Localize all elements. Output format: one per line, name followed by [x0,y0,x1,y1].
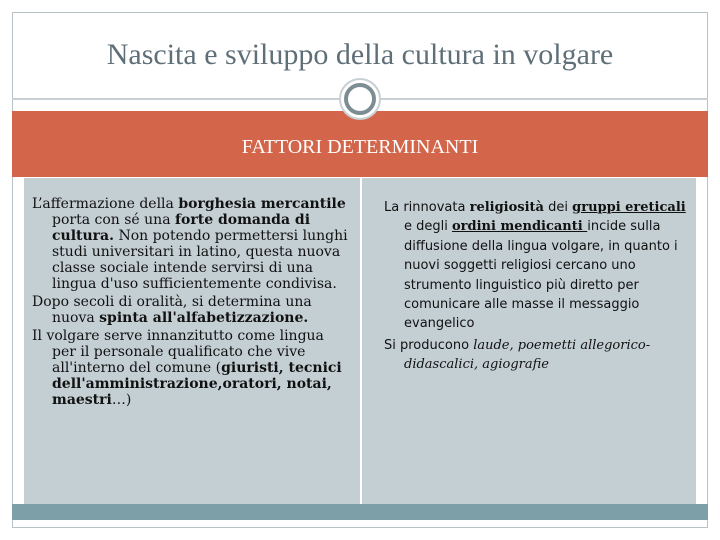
left-paragraph-1 [32,196,352,292]
text: Il volgare serve innanzitutto come lingua per il personale qualificato che vive all'interno del comune ( [32,328,324,376]
text: porta con sé una [52,212,175,228]
circle-icon [344,83,376,115]
text: Dopo secoli di oralità, si determina una nuova [32,294,312,326]
text: incide sulla diffusione della lingua volgare, in quanto i nuovi soggetti religiosi cercano uno strumento linguistico più diretto per comunicare alle masse il messaggio evangelico [404,219,678,332]
text: e degli [404,219,452,235]
left-paragraph-3 [32,328,352,408]
slide-title: Nascita e sviluppo della cultura in volgare [106,38,614,71]
text: …) [111,392,132,408]
text-italic: laude, poemetti allegorico-didascalici, agiografie [404,337,651,373]
banner-title: FATTORI DETERMINANTI [241,136,479,158]
text: Si producono [384,337,474,353]
text: dei [543,200,573,215]
text-bold: borghesia mercantile [178,196,346,212]
text: Non potendo permettersi lunghi studi universitari in latino, questa nuova classe sociale intende servirsi di una lingua d'uso sufficientemente condivisa. [52,228,348,292]
text-bold: spinta all'alfabetizzazione. [99,310,309,326]
text: L’affermazione della [32,196,179,212]
right-content [384,196,694,375]
footer-bar [12,504,708,520]
text: La rinnovata [384,200,470,215]
left-paragraph-2 [32,294,352,326]
text-bold-underline: ordini mendicanti [452,219,588,235]
text-bold: giuristi, tecnici dell'amministrazione,oratori, notai, maestri [52,360,342,408]
left-content [32,196,352,408]
right-paragraph-1 [384,198,694,334]
right-paragraph-2 [384,336,694,375]
text-bold: forte domanda di cultura. [52,212,311,244]
text-bold-underline: gruppi ereticali [572,200,686,215]
text-bold: religiosità [469,200,544,215]
